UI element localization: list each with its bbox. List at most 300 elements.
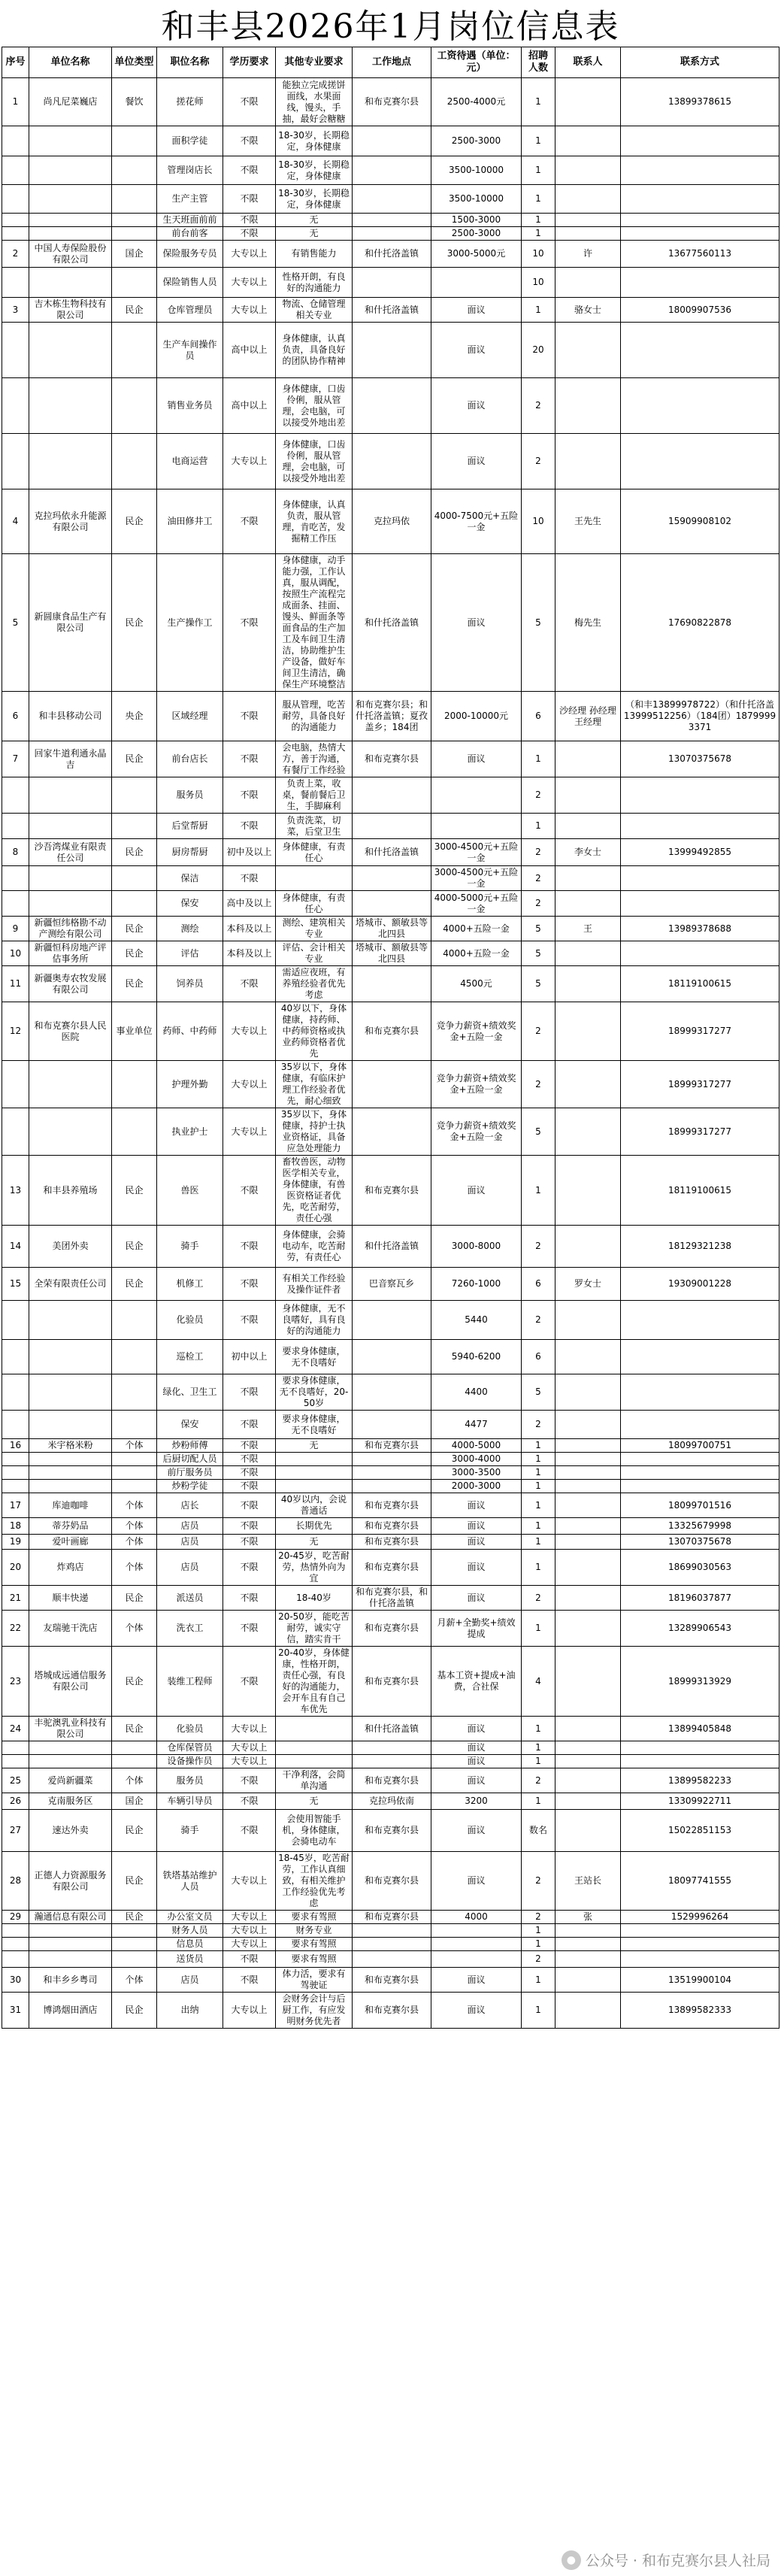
table-row [2,1951,779,1968]
table-cell: 16 [2,1439,29,1453]
table-cell: 不限 [223,777,276,814]
table-cell: 面议 [431,1852,522,1911]
table-cell: 不限 [223,1226,276,1268]
table-row [2,1768,779,1793]
table-cell [2,814,29,839]
table-cell: 2 [2,241,29,268]
table-cell: 民企 [112,839,157,866]
table-cell: 1 [522,1453,555,1466]
job-table [2,47,779,2029]
table-cell: 1 [522,814,555,839]
table-cell: 不限 [223,814,276,839]
table-cell [353,1061,431,1108]
table-cell [555,1002,621,1061]
table-cell: 2500-3000 [431,227,522,241]
table-cell: 管理岗店长 [157,156,223,185]
table-cell: 不限 [223,1518,276,1535]
table-cell: 保险销售人员 [157,268,223,298]
table-cell [555,185,621,214]
table-cell: 李女士 [555,839,621,866]
table-cell: 不限 [223,1611,276,1647]
table-row [2,298,779,323]
table-cell [621,434,779,489]
table-cell: 大专以上 [223,1741,276,1755]
table-cell: 办公室文员 [157,1911,223,1924]
table-cell [276,866,353,891]
table-cell: 24 [2,1717,29,1741]
table-row [2,1924,779,1938]
table-cell: 不限 [223,1439,276,1453]
table-cell [621,1301,779,1340]
table-cell: 1 [522,1924,555,1938]
table-cell: 4000+五险一金 [431,941,522,966]
table-cell [353,866,431,891]
table-cell [555,1156,621,1226]
table-cell: 和什托洛盖镇 [353,1226,431,1268]
table-row [2,434,779,489]
table-cell [555,1793,621,1810]
table-cell [112,1938,157,1951]
table-cell: 1 [522,1611,555,1647]
table-cell: 2 [522,777,555,814]
table-cell: 不限 [223,1411,276,1439]
table-cell: 13999492855 [621,839,779,866]
table-cell: 后堂帮厨 [157,814,223,839]
table-row [2,378,779,434]
table-cell [276,1453,353,1466]
table-cell [621,126,779,156]
table-cell [621,941,779,966]
table-cell: 不限 [223,1493,276,1518]
table-cell [353,1755,431,1768]
table-cell: 18009907536 [621,298,779,323]
table-cell: 速达外卖 [29,1810,112,1852]
table-cell [621,156,779,185]
table-row [2,1061,779,1108]
table-cell [353,1453,431,1466]
table-cell: 前台店长 [157,741,223,777]
table-row [2,1453,779,1466]
table-cell: 20-50岁，能吃苦耐劳，诚实守信，踏实肯干 [276,1611,353,1647]
table-cell: 个体 [112,1611,157,1647]
table-cell: 民企 [112,917,157,941]
col-header: 其他专业要求 [276,47,353,78]
table-cell [555,126,621,156]
table-row [2,1002,779,1061]
table-cell: 巡检工 [157,1340,223,1374]
col-header: 工作地点 [353,47,431,78]
table-cell [112,185,157,214]
table-cell [621,814,779,839]
table-row [2,1968,779,1993]
table-cell: 身体健康，动手能力强，工作认真，服从调配，按照生产流程完成面条、挂面、馒头、鲜面条等面食品的生产加工及车间卫生清洁，协助维护生产设备，做好车间卫生清洁，确保生产环境整洁 [276,554,353,692]
table-cell: 18099701516 [621,1493,779,1518]
table-cell: 面议 [431,1717,522,1741]
table-cell: 前厅服务员 [157,1466,223,1480]
table-cell: 4000 [431,1911,522,1924]
table-cell: 面议 [431,1156,522,1226]
table-cell: 21 [2,1586,29,1611]
table-cell: 13519900104 [621,1968,779,1993]
table-cell: 负责上菜，收桌，餐前餐后卫生，手脚麻利 [276,777,353,814]
table-cell [555,1550,621,1586]
table-cell [276,1466,353,1480]
table-cell [353,1301,431,1340]
table-cell: 克拉玛依永升能源有限公司 [29,489,112,554]
table-cell [353,1924,431,1938]
table-cell: 不限 [223,1301,276,1340]
header-row [2,47,779,78]
table-cell: 2 [522,1768,555,1793]
table-cell: 2 [522,378,555,434]
table-cell: 畜牧兽医，动物医学相关专业，身体健康，有兽医资格证者优先，吃苦耐劳，责任心强 [276,1156,353,1226]
table-cell: 面议 [431,1755,522,1768]
table-cell: 巴音察瓦乡 [353,1268,431,1301]
table-cell: 米宇格米粉 [29,1439,112,1453]
table-cell: 罗女士 [555,1268,621,1301]
table-cell: 身体健康，有责任心 [276,891,353,917]
table-cell: 身体健康，有责任心 [276,839,353,866]
table-cell: 生天班面前前 [157,214,223,227]
table-row [2,741,779,777]
table-cell: 1 [522,156,555,185]
table-cell: 性格开朗，有良好的沟通能力 [276,268,353,298]
table-cell [2,126,29,156]
table-cell [2,434,29,489]
table-cell: 骑手 [157,1226,223,1268]
table-cell: 10 [2,941,29,966]
col-header: 联系方式 [621,47,779,78]
table-cell [29,268,112,298]
table-cell: 店员 [157,1518,223,1535]
table-cell [2,1301,29,1340]
table-cell: 1 [522,741,555,777]
table-cell: 18999317277 [621,1002,779,1061]
table-cell: 13989378688 [621,917,779,941]
table-row [2,866,779,891]
table-cell: 友瑞驰干洗店 [29,1611,112,1647]
table-cell: 全荣有限责任公司 [29,1268,112,1301]
table-cell [353,1741,431,1755]
table-cell: 炒粉师傅 [157,1439,223,1453]
table-cell: 不限 [223,554,276,692]
table-cell: 3000-3500 [431,1466,522,1480]
table-cell [276,1755,353,1768]
table-cell [621,227,779,241]
table-cell [29,891,112,917]
table-cell: 2 [522,1301,555,1340]
table-cell [353,891,431,917]
table-row [2,1810,779,1852]
table-cell: 面议 [431,323,522,378]
table-cell: 和丰县养殖场 [29,1156,112,1226]
table-cell: 大专以上 [223,434,276,489]
table-cell: 13070375678 [621,1535,779,1550]
table-cell: 炸鸡店 [29,1550,112,1586]
table-cell: 和布克赛尔县人民医院 [29,1002,112,1061]
table-cell: 2000-3000 [431,1480,522,1493]
table-cell [2,1480,29,1493]
table-cell: 信息员 [157,1938,223,1951]
table-cell: 3000-4500元+五险一金 [431,839,522,866]
table-cell: 5440 [431,1301,522,1340]
table-cell: 5 [522,917,555,941]
table-cell: 2 [522,1951,555,1968]
table-cell: 送货员 [157,1951,223,1968]
table-cell: 数名 [522,1810,555,1852]
table-row [2,891,779,917]
table-cell: 不限 [223,1453,276,1466]
table-row [2,1717,779,1741]
table-cell [2,268,29,298]
table-cell [29,1480,112,1493]
table-cell: 面议 [431,1768,522,1793]
table-cell: 5 [522,1108,555,1156]
table-cell: 不限 [223,185,276,214]
table-cell: 中国人寿保险股份有限公司 [29,241,112,268]
table-cell [2,323,29,378]
table-cell: 面议 [431,1535,522,1550]
table-cell: 1 [522,1156,555,1226]
table-cell [555,1611,621,1647]
table-cell: 不限 [223,1535,276,1550]
table-cell: 前台前客 [157,227,223,241]
table-cell: 服务员 [157,1768,223,1793]
table-cell: 沙吾湾煤业有限责任公司 [29,839,112,866]
table-cell: 洗衣工 [157,1611,223,1647]
table-cell: 13899378615 [621,78,779,126]
table-cell: 初中以上 [223,1340,276,1374]
table-cell: 3200 [431,1793,522,1810]
table-cell [431,814,522,839]
table-cell: 初中及以上 [223,839,276,866]
table-row [2,1493,779,1518]
table-cell: 1 [2,78,29,126]
table-cell: 5 [522,1374,555,1411]
table-cell: 4500元 [431,966,522,1002]
table-cell: 高中及以上 [223,891,276,917]
table-cell: 央企 [112,692,157,741]
table-cell: 35岁以下，身体健康，有临床护理工作经验者优先，耐心细致 [276,1061,353,1108]
table-cell [555,1493,621,1518]
table-cell: 和布克赛尔县，和什托洛盖镇 [353,1586,431,1611]
table-cell [555,1938,621,1951]
table-cell [353,1951,431,1968]
table-cell [555,1226,621,1268]
table-cell: 无 [276,227,353,241]
table-cell: 骆女士 [555,298,621,323]
table-cell: 身体健康，认真负责，具备良好的团队协作精神 [276,323,353,378]
table-cell: 无 [276,1793,353,1810]
table-cell: 仓库管理员 [157,298,223,323]
table-row [2,1268,779,1301]
table-cell [555,268,621,298]
table-cell [353,1938,431,1951]
table-cell: 2 [522,434,555,489]
table-cell: 面议 [431,1741,522,1755]
table-cell: 民企 [112,1993,157,2029]
table-cell [353,214,431,227]
table-cell [353,323,431,378]
table-cell: 25 [2,1768,29,1793]
table-cell: 民企 [112,741,157,777]
table-cell [2,1340,29,1374]
table-cell [29,1301,112,1340]
table-cell: 和什托洛盖镇 [353,839,431,866]
table-cell: 20 [2,1550,29,1586]
table-cell: 和布克赛尔县 [353,741,431,777]
table-cell [621,214,779,227]
table-cell: 后厨切配人员 [157,1453,223,1466]
table-cell [555,1374,621,1411]
table-cell: 和布克赛尔县 [353,1156,431,1226]
table-cell [29,227,112,241]
table-cell: 大专以上 [223,1061,276,1108]
table-cell: 不限 [223,156,276,185]
col-header: 职位名称 [157,47,223,78]
table-cell: 6 [522,1268,555,1301]
table-cell [555,1586,621,1611]
table-cell: 会使用智能手机，身体健康，会骑电动车 [276,1810,353,1852]
table-cell: 5940-6200 [431,1340,522,1374]
table-cell: 18119100615 [621,1156,779,1226]
table-cell: 不限 [223,78,276,126]
table-row [2,323,779,378]
table-cell: 13899582333 [621,1993,779,2029]
table-cell [555,1453,621,1466]
table-cell: 4000-5000 [431,1439,522,1453]
table-cell: 王先生 [555,489,621,554]
table-cell [555,1951,621,1968]
table-cell [555,1924,621,1938]
table-cell: 大专以上 [223,1993,276,2029]
table-cell: 仓库保管员 [157,1741,223,1755]
table-row [2,1741,779,1755]
table-cell: 不限 [223,1810,276,1852]
table-cell [353,1374,431,1411]
table-cell: 1 [522,1968,555,1993]
table-cell: 体力活，要求有驾驶证 [276,1968,353,1993]
table-cell: 要求有驾照 [276,1938,353,1951]
table-cell: 民企 [112,1647,157,1717]
table-cell: 和布克赛尔县 [353,1518,431,1535]
table-cell: 2 [522,1586,555,1611]
table-cell: 13677560113 [621,241,779,268]
table-cell [353,1340,431,1374]
col-header: 学历要求 [223,47,276,78]
table-cell [353,227,431,241]
table-cell [555,1717,621,1741]
table-cell [555,1741,621,1755]
table-cell: 12 [2,1002,29,1061]
table-cell: 无 [276,1535,353,1550]
table-cell [353,1108,431,1156]
table-row [2,1518,779,1535]
table-cell [2,227,29,241]
table-cell [112,1061,157,1108]
table-cell [2,1938,29,1951]
table-cell: 和布克赛尔县 [353,1493,431,1518]
table-row [2,1340,779,1374]
table-cell: 1 [522,185,555,214]
table-cell: 40岁以内，会说普通话 [276,1493,353,1518]
watermark [562,2550,770,2570]
table-cell: 区域经理 [157,692,223,741]
table-cell: 6 [2,692,29,741]
table-cell: 美团外卖 [29,1226,112,1268]
table-cell: 40岁以下，身体健康，持药师、中药师资格或执业药师资格者优先 [276,1002,353,1061]
table-cell: 13 [2,1156,29,1226]
table-cell: 爱叶画廊 [29,1535,112,1550]
table-row [2,78,779,126]
table-row [2,1938,779,1951]
table-cell: 28 [2,1852,29,1911]
table-cell: 油田修井工 [157,489,223,554]
table-cell [555,1480,621,1493]
table-cell: 许 [555,241,621,268]
table-cell: 18999317277 [621,1108,779,1156]
table-row [2,814,779,839]
table-cell: 1 [522,126,555,156]
table-cell: 和布克赛尔县 [353,1550,431,1586]
table-cell: 本科及以上 [223,917,276,941]
table-cell [353,777,431,814]
table-row [2,941,779,966]
table-cell: 4 [522,1647,555,1717]
table-cell [621,777,779,814]
table-cell: 无 [276,1439,353,1453]
table-cell [555,227,621,241]
table-cell: 和布克赛尔县；和什托洛盖镇；夏孜盖乡；184团 [353,692,431,741]
table-cell: 5 [522,941,555,966]
table-cell: 大专以上 [223,268,276,298]
table-cell [555,323,621,378]
table-cell [112,1755,157,1768]
table-cell: 和布克赛尔县 [353,1647,431,1717]
table-cell: 不限 [223,692,276,741]
table-cell: 18-30岁，长期稳定，身体健康 [276,156,353,185]
table-row [2,1466,779,1480]
table-cell [112,866,157,891]
table-cell: 评估、会计相关专业 [276,941,353,966]
table-cell: 面议 [431,1493,522,1518]
table-cell [112,777,157,814]
table-cell [555,1535,621,1550]
table-cell: 骑手 [157,1810,223,1852]
table-cell: 1 [522,1993,555,2029]
table-row [2,1535,779,1550]
table-cell: 餐饮 [112,78,157,126]
table-cell: 梅先生 [555,554,621,692]
table-cell: 大专以上 [223,298,276,323]
table-cell [112,1108,157,1156]
table-cell: 民企 [112,1852,157,1911]
table-cell: 18196037877 [621,1586,779,1611]
table-cell: 13325679998 [621,1518,779,1535]
table-cell [431,268,522,298]
table-cell: 个体 [112,1518,157,1535]
table-cell: 要求身体健康，无不良嗜好，20-50岁 [276,1374,353,1411]
table-cell: 18699030563 [621,1550,779,1586]
table-cell: 王 [555,917,621,941]
table-cell [112,126,157,156]
table-cell: 和布克赛尔县 [353,1852,431,1911]
table-cell: 3 [2,298,29,323]
table-row [2,489,779,554]
table-cell: 不限 [223,1466,276,1480]
col-header: 联系人 [555,47,621,78]
table-cell: 克拉玛依 [353,489,431,554]
